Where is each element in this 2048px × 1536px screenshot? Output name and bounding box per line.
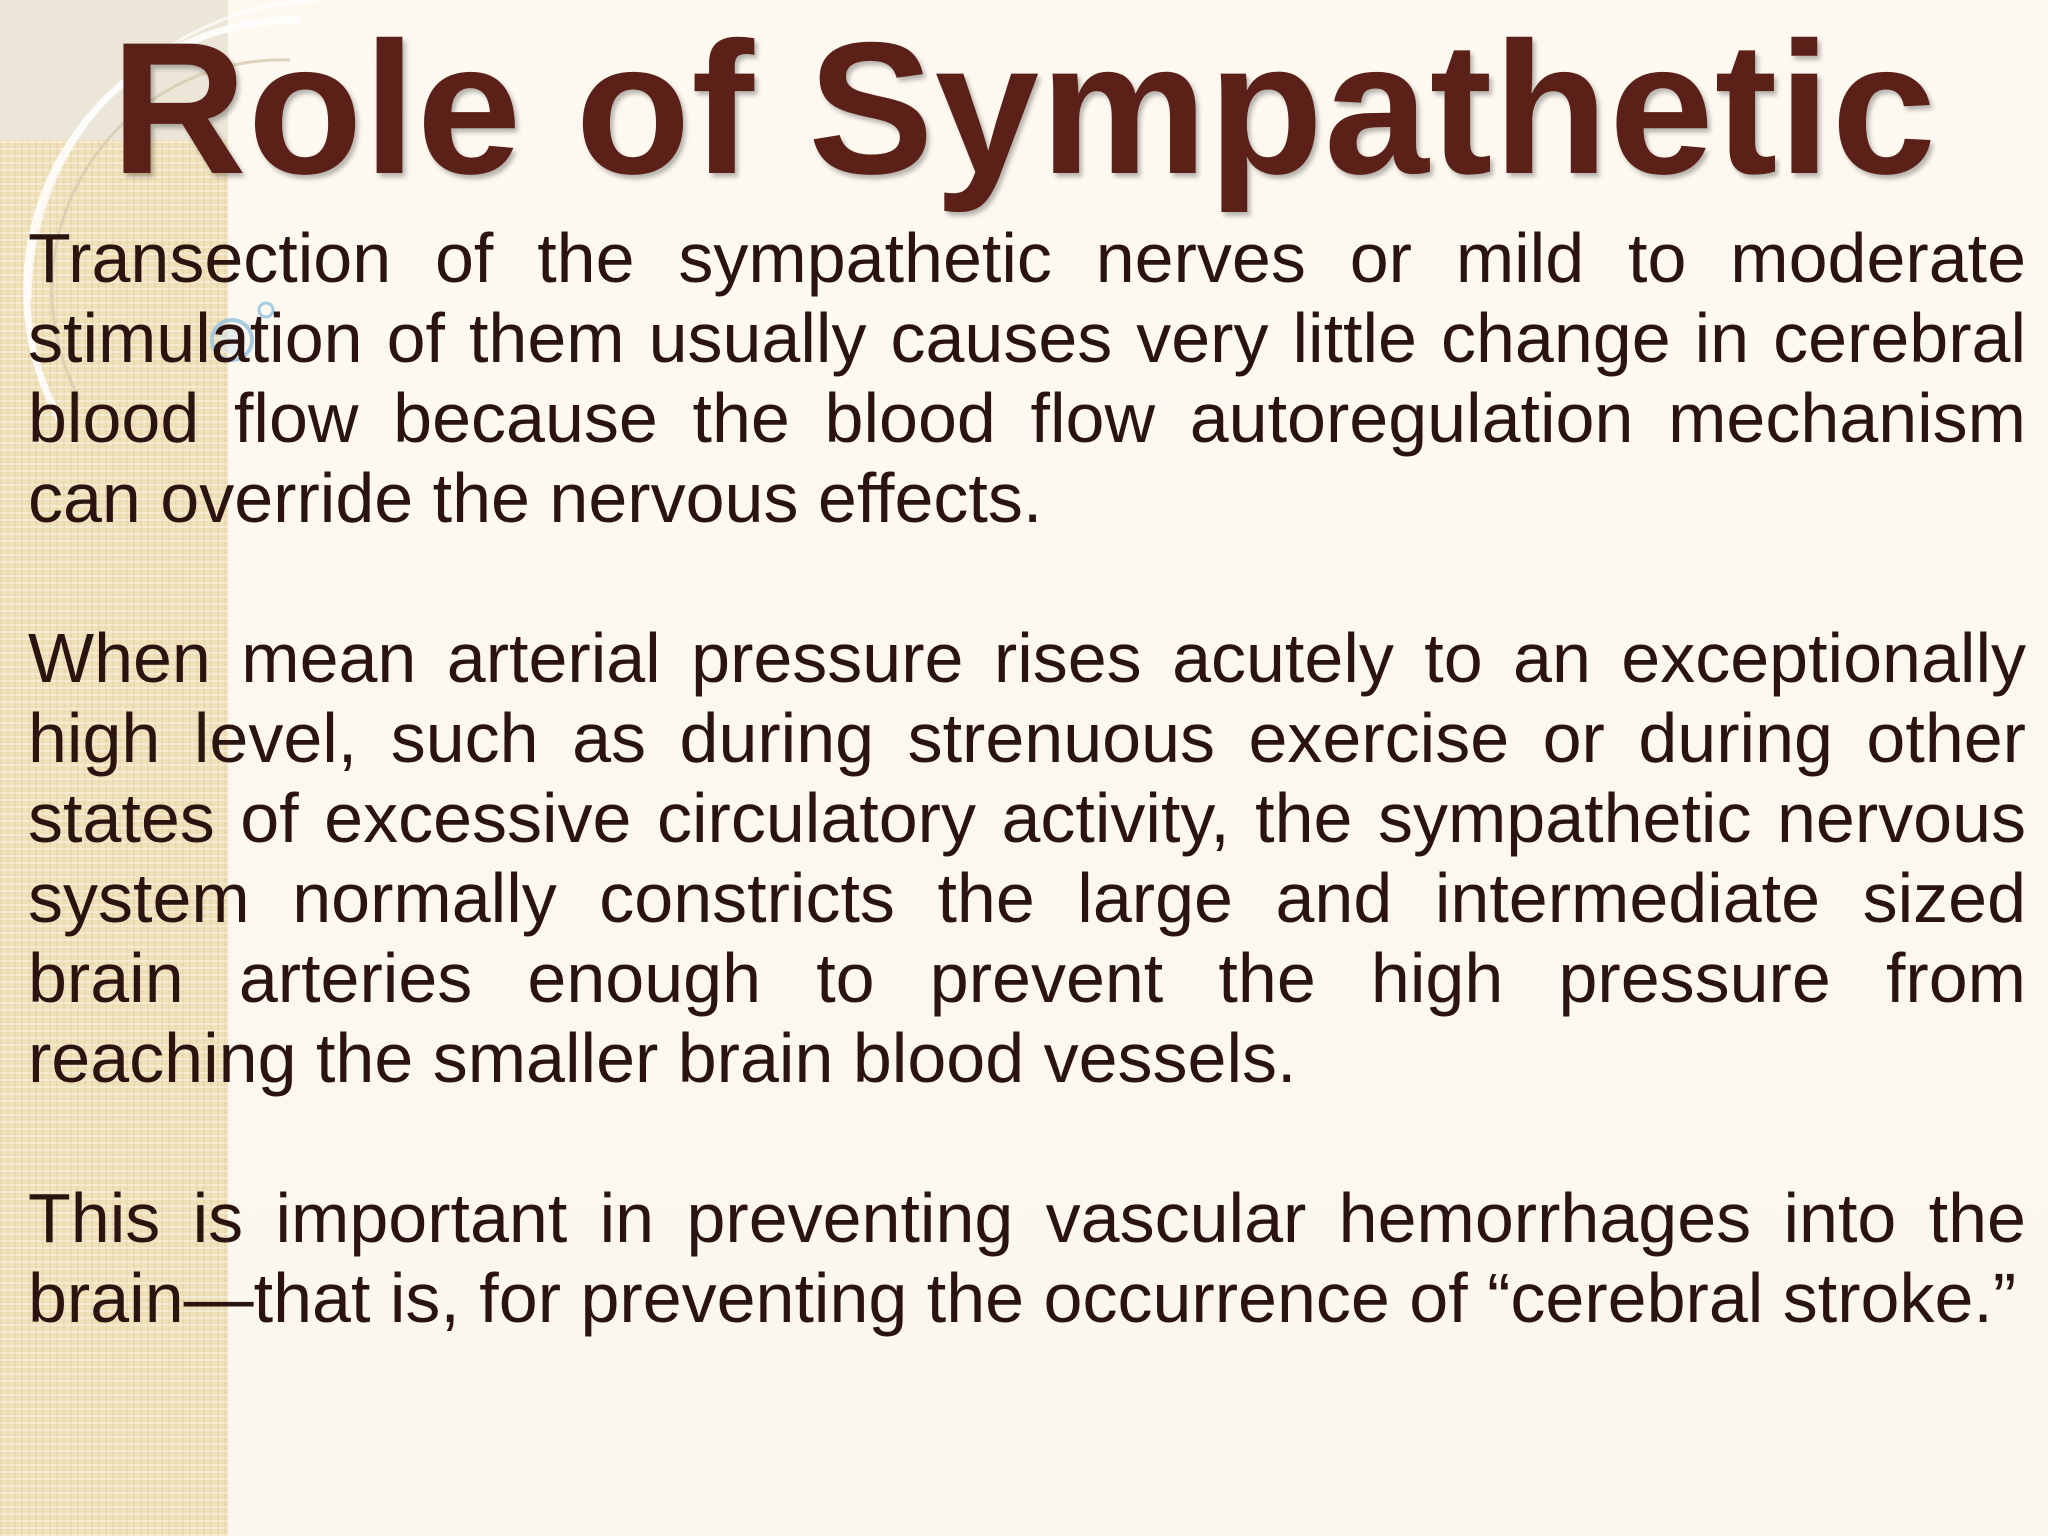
slide-title: Role of Sympathetic — [110, 3, 1938, 213]
paragraph-1: Transection of the sympathetic nerves or mild to moderate stimulation of them usually causes very little change in cerebral blood flow because the blood flow autoregulation mechanism can override the nervous effects. — [28, 219, 2026, 537]
paragraph-3: This is important in preventing vascular hemorrhages into the brain—that is, for preventing the occurrence of “cerebral stroke.” — [28, 1179, 2026, 1337]
slide-body — [28, 218, 2026, 1338]
paragraph-2: When mean arterial pressure rises acutely to an exceptionally high level, such as during strenuous exercise or during other states of excessive circulatory activity, the sympathetic nervous system normally constricts the large and intermediate sized brain arteries enough to prevent the high pressure from reaching the smaller brain blood vessels. — [28, 619, 2026, 1097]
